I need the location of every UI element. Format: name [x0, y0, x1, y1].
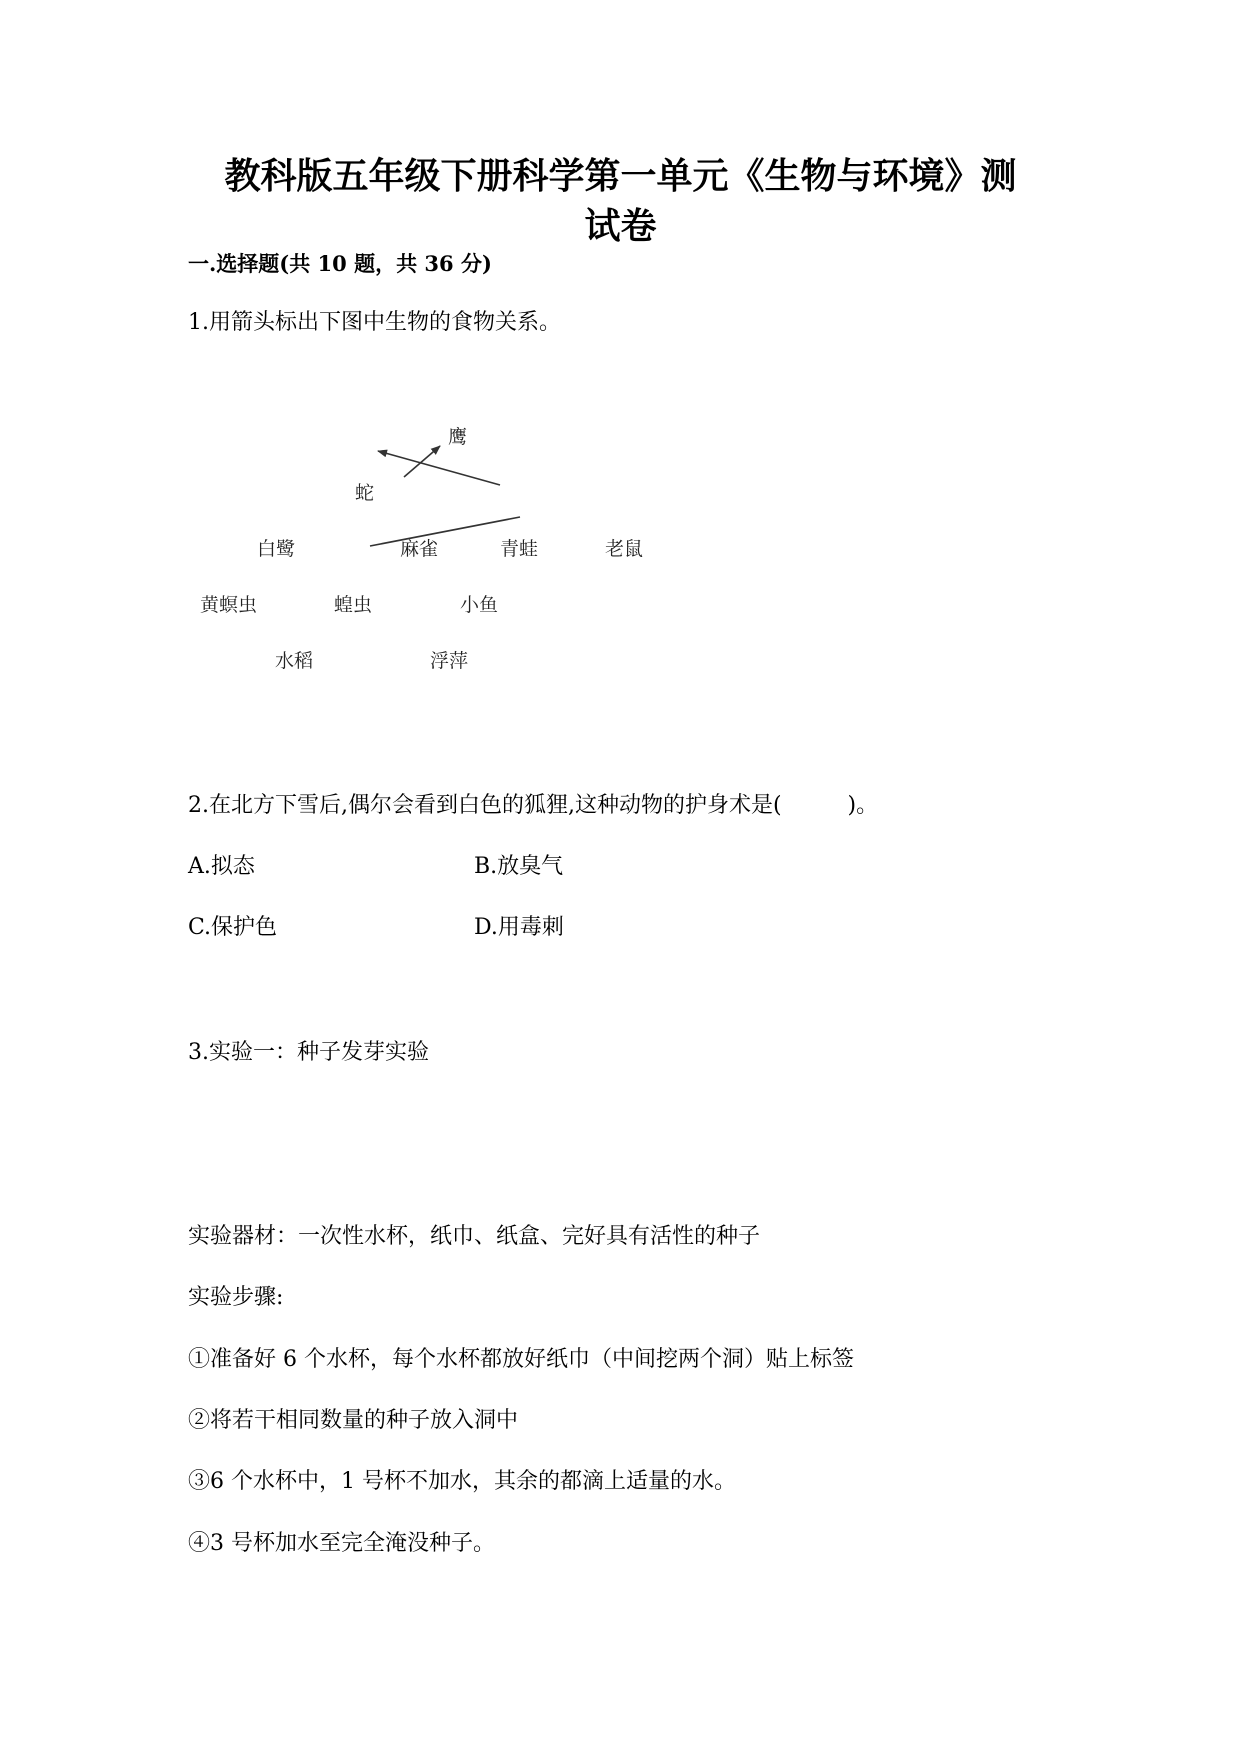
option-a: A.拟态: [188, 854, 255, 879]
food-web-diagram: [200, 420, 760, 740]
label-frog: 青蛙: [500, 538, 539, 560]
label-borer: 黄螟虫: [200, 594, 258, 616]
experiment-step: ②将若干相同数量的种子放入洞中: [188, 1408, 519, 1433]
exam-title-line-2: 试卷: [584, 205, 657, 247]
label-locust: 蝗虫: [334, 594, 373, 616]
label-rice: 水稻: [275, 650, 314, 672]
label-mouse: 老鼠: [605, 538, 644, 560]
experiment-step: ①准备好 6 个水杯，每个水杯都放好纸巾（中间挖两个洞）贴上标签: [188, 1347, 854, 1372]
question-3-text: 3.实验一：种子发芽实验: [188, 1040, 429, 1065]
experiment-step: ③6 个水杯中，1 号杯不加水，其余的都滴上适量的水。: [188, 1469, 736, 1494]
label-snake: 蛇: [355, 482, 375, 504]
arrow-frog-to-snake: [378, 451, 500, 485]
label-egret: 白鹭: [257, 538, 296, 560]
question-2-text: 2.在北方下雪后,偶尔会看到白色的狐狸,这种动物的护身术是( )。: [188, 793, 879, 818]
option-d: D.用毒刺: [474, 915, 564, 940]
question-1-text: 1.用箭头标出下图中生物的食物关系。: [188, 310, 561, 335]
exam-title-line-1: 教科版五年级下册科学第一单元《生物与环境》测: [224, 155, 1017, 197]
label-sparrow: 麻雀: [400, 538, 439, 560]
experiment-materials: 实验器材：一次性水杯，纸巾、纸盒、完好具有活性的种子: [188, 1224, 761, 1249]
line-locust-to-frog: [370, 517, 520, 546]
label-fish: 小鱼: [460, 594, 499, 616]
section-heading: 一.选择题(共 10 题，共 36 分): [188, 251, 492, 276]
label-eagle: 鹰: [448, 426, 468, 448]
arrow-snake-to-eagle: [404, 446, 440, 477]
experiment-steps-label: 实验步骤:: [188, 1285, 284, 1310]
option-b: B.放臭气: [474, 854, 564, 879]
option-c: C.保护色: [188, 915, 278, 940]
label-duckweed: 浮萍: [430, 650, 469, 672]
experiment-step: ④3 号杯加水至完全淹没种子。: [188, 1531, 495, 1556]
